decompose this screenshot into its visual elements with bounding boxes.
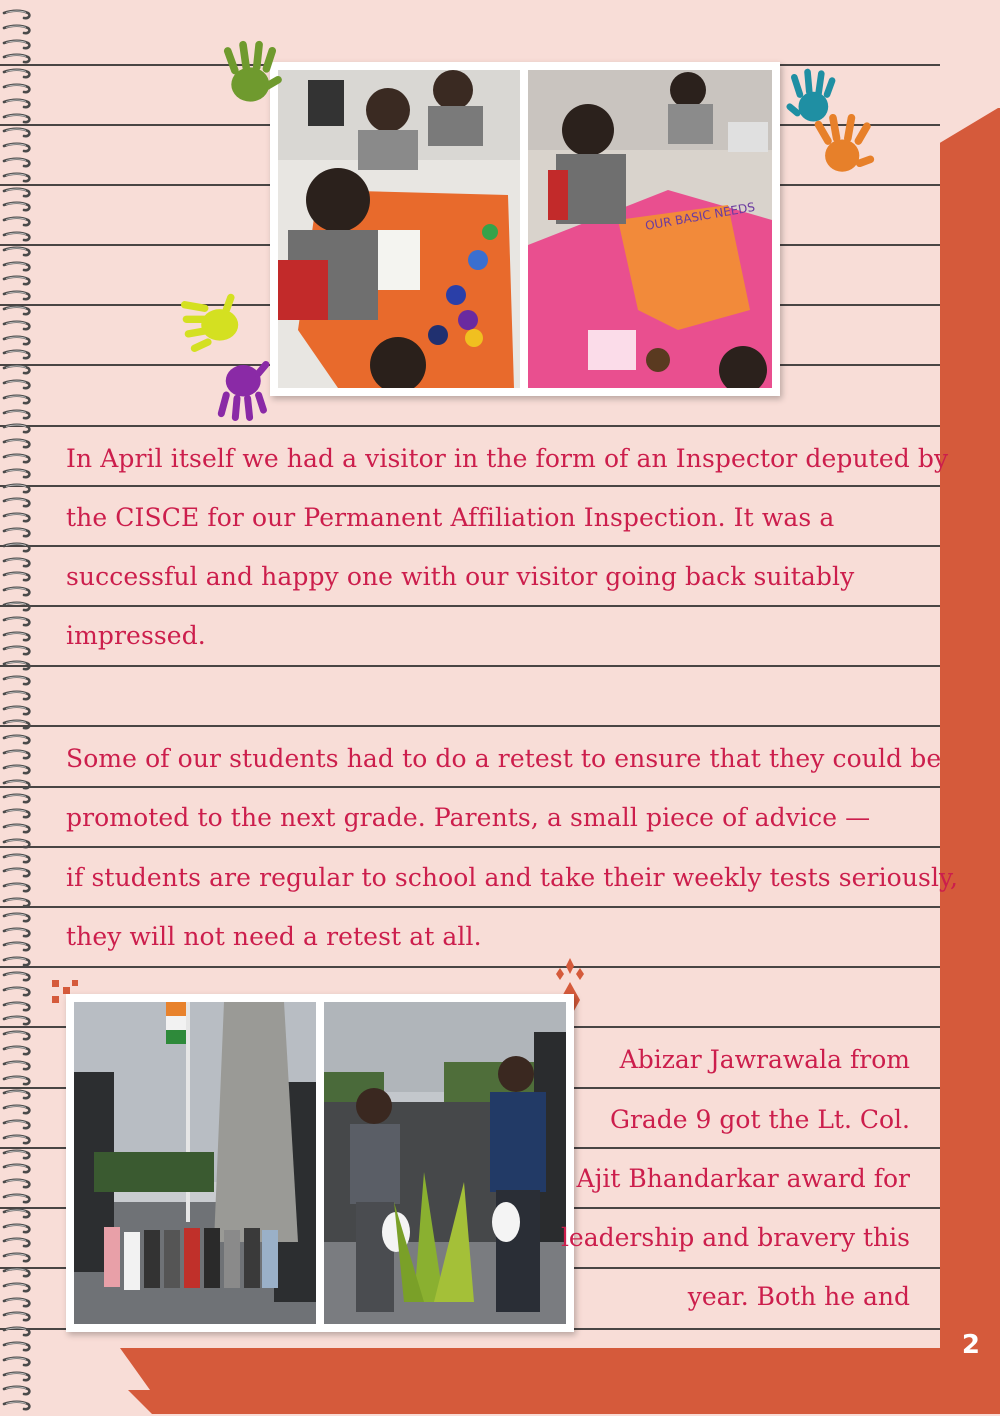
ruled-line <box>574 1087 940 1089</box>
spiral-coil <box>2 702 32 714</box>
spiral-coil <box>2 1264 32 1276</box>
spiral-coil <box>2 1131 32 1143</box>
retest-paragraph-line: they will not need a retest at all. <box>66 922 482 951</box>
spiral-coil <box>2 169 32 181</box>
award-paragraph-line: year. Both he and <box>687 1282 910 1311</box>
spiral-coil <box>2 761 32 773</box>
ruled-line <box>574 1026 940 1028</box>
spiral-coil <box>2 835 32 847</box>
inspection-paragraph-line: successful and happy one with our visitor going back suitably <box>66 562 855 591</box>
students-basic-needs-chart-photo <box>528 70 772 388</box>
spiral-coil <box>2 909 32 921</box>
orange-bottom-panel <box>86 1348 1000 1414</box>
spiral-coil <box>2 568 32 580</box>
spiral-coil <box>2 1160 32 1172</box>
spiral-coil <box>2 154 32 166</box>
spiral-coil <box>2 1397 32 1409</box>
ruled-line <box>0 485 940 487</box>
spiral-coil <box>2 628 32 640</box>
ruled-line <box>0 184 270 186</box>
spiral-coil <box>2 968 32 980</box>
spiral-coil <box>2 65 32 77</box>
spiral-coil <box>2 524 32 536</box>
spiral-coil <box>2 80 32 92</box>
spiral-coil <box>2 1042 32 1054</box>
spiral-coil <box>2 450 32 462</box>
spiral-coil <box>2 953 32 965</box>
spiral-coil <box>2 790 32 802</box>
spiral-coil <box>2 938 32 950</box>
flag-memorial-group-photo <box>74 1002 316 1324</box>
spiral-coil <box>2 1249 32 1261</box>
ruled-line <box>780 364 940 366</box>
spiral-coil <box>2 1234 32 1246</box>
spiral-coil <box>2 731 32 743</box>
page-number: 2 <box>961 1330 980 1360</box>
award-paragraph-line: Grade 9 got the Lt. Col. <box>609 1105 910 1134</box>
spiral-coil <box>2 924 32 936</box>
ruled-line <box>0 244 270 246</box>
spiral-coil <box>2 776 32 788</box>
trip-photo-frame <box>66 994 574 1332</box>
ruled-line <box>0 605 940 607</box>
spiral-coil <box>2 509 32 521</box>
spiral-coil <box>2 1323 32 1335</box>
green-handprint-icon <box>218 36 294 114</box>
spiral-coil <box>2 598 32 610</box>
spiral-coil <box>2 1190 32 1202</box>
spiral-coil <box>2 850 32 862</box>
spiral-coil <box>2 124 32 136</box>
spiral-coil <box>2 139 32 151</box>
spiral-coil <box>2 6 32 18</box>
spiral-coil <box>2 687 32 699</box>
spiral-coil <box>2 864 32 876</box>
spiral-coil <box>2 583 32 595</box>
spiral-coil <box>2 184 32 196</box>
students-handprint-chart-photo <box>278 70 520 388</box>
activity-photo-frame <box>270 62 780 396</box>
spiral-coil <box>2 332 32 344</box>
spiral-coil <box>2 746 32 758</box>
ruled-line <box>0 906 940 908</box>
spiral-coil <box>2 805 32 817</box>
spiral-coil <box>2 539 32 551</box>
spiral-coil <box>2 983 32 995</box>
spiral-coil <box>2 391 32 403</box>
spiral-coil <box>2 642 32 654</box>
spiral-coil <box>2 613 32 625</box>
spiral-coil <box>2 879 32 891</box>
ruled-line <box>780 244 940 246</box>
spiral-coil <box>2 243 32 255</box>
spiral-coil <box>2 1308 32 1320</box>
spiral-coil <box>2 420 32 432</box>
spiral-coil <box>2 1368 32 1380</box>
spiral-coil <box>2 258 32 270</box>
spiral-coil <box>2 317 32 329</box>
spiral-coil <box>2 376 32 388</box>
spiral-coil <box>2 1279 32 1291</box>
orange-handprint-icon <box>806 110 886 186</box>
ruled-line <box>0 786 940 788</box>
award-paragraph-line: Ajit Bhandarkar award for <box>576 1164 910 1193</box>
spiral-coil <box>2 894 32 906</box>
spiral-coil <box>2 1072 32 1084</box>
spiral-coil <box>2 228 32 240</box>
spiral-coil <box>2 1220 32 1232</box>
spiral-coil <box>2 1175 32 1187</box>
spiral-coil <box>2 1027 32 1039</box>
spiral-coil <box>2 110 32 122</box>
spiral-coil <box>2 1338 32 1350</box>
ruled-line <box>0 725 940 727</box>
ruled-line <box>0 846 940 848</box>
spiral-coil <box>2 1012 32 1024</box>
spiral-coil <box>2 494 32 506</box>
award-paragraph-line: Abizar Jawrawala from <box>619 1045 910 1074</box>
ruled-line <box>0 124 270 126</box>
spiral-coil <box>2 820 32 832</box>
spiral-coil <box>2 287 32 299</box>
inspection-paragraph-line: the CISCE for our Permanent Affiliation Inspection. It was a <box>66 503 835 532</box>
ruled-line <box>574 1147 940 1149</box>
spiral-coil <box>2 302 32 314</box>
spiral-coil <box>2 213 32 225</box>
spiral-coil <box>2 465 32 477</box>
ruled-line <box>0 425 940 427</box>
award-paragraph-line: leadership and bravery this <box>560 1223 910 1252</box>
ruled-line <box>574 1207 940 1209</box>
ruled-line <box>0 665 940 667</box>
spiral-coil <box>2 1057 32 1069</box>
ruled-line <box>780 304 940 306</box>
spiral-coil <box>2 1353 32 1365</box>
spiral-coil <box>2 21 32 33</box>
spiral-binding <box>0 0 40 1414</box>
spiral-coil <box>2 672 32 684</box>
award-students-photo <box>324 1002 566 1324</box>
retest-paragraph-line: if students are regular to school and take their weekly tests seriously, <box>66 863 958 892</box>
spiral-coil <box>2 36 32 48</box>
spiral-coil <box>2 272 32 284</box>
spiral-coil <box>2 1116 32 1128</box>
spiral-coil <box>2 554 32 566</box>
inspection-paragraph-line: In April itself we had a visitor in the form of an Inspector deputed by <box>66 444 949 473</box>
spiral-coil <box>2 998 32 1010</box>
spiral-coil <box>2 435 32 447</box>
spiral-coil <box>2 657 32 669</box>
spiral-coil <box>2 198 32 210</box>
spiral-coil <box>2 716 32 728</box>
retest-paragraph-line: promoted to the next grade. Parents, a small piece of advice — <box>66 803 871 832</box>
spiral-coil <box>2 1101 32 1113</box>
ruled-line <box>574 1328 940 1330</box>
spiral-coil <box>2 50 32 62</box>
spiral-coil <box>2 1205 32 1217</box>
spiral-coil <box>2 406 32 418</box>
poster-text: OUR BASIC NEEDS <box>644 199 757 233</box>
spiral-coil <box>2 480 32 492</box>
retest-paragraph-line: Some of our students had to do a retest to ensure that they could be <box>66 744 942 773</box>
spiral-coil <box>2 1382 32 1394</box>
purple-handprint-icon <box>210 346 280 426</box>
spiral-coil <box>2 346 32 358</box>
ruled-line <box>0 545 940 547</box>
spiral-coil <box>2 1146 32 1158</box>
ruled-line <box>0 966 940 968</box>
spiral-coil <box>2 1294 32 1306</box>
inspection-paragraph-line: impressed. <box>66 621 206 650</box>
ruled-line <box>574 1267 940 1269</box>
spiral-coil <box>2 1086 32 1098</box>
spiral-coil <box>2 95 32 107</box>
spiral-coil <box>2 361 32 373</box>
